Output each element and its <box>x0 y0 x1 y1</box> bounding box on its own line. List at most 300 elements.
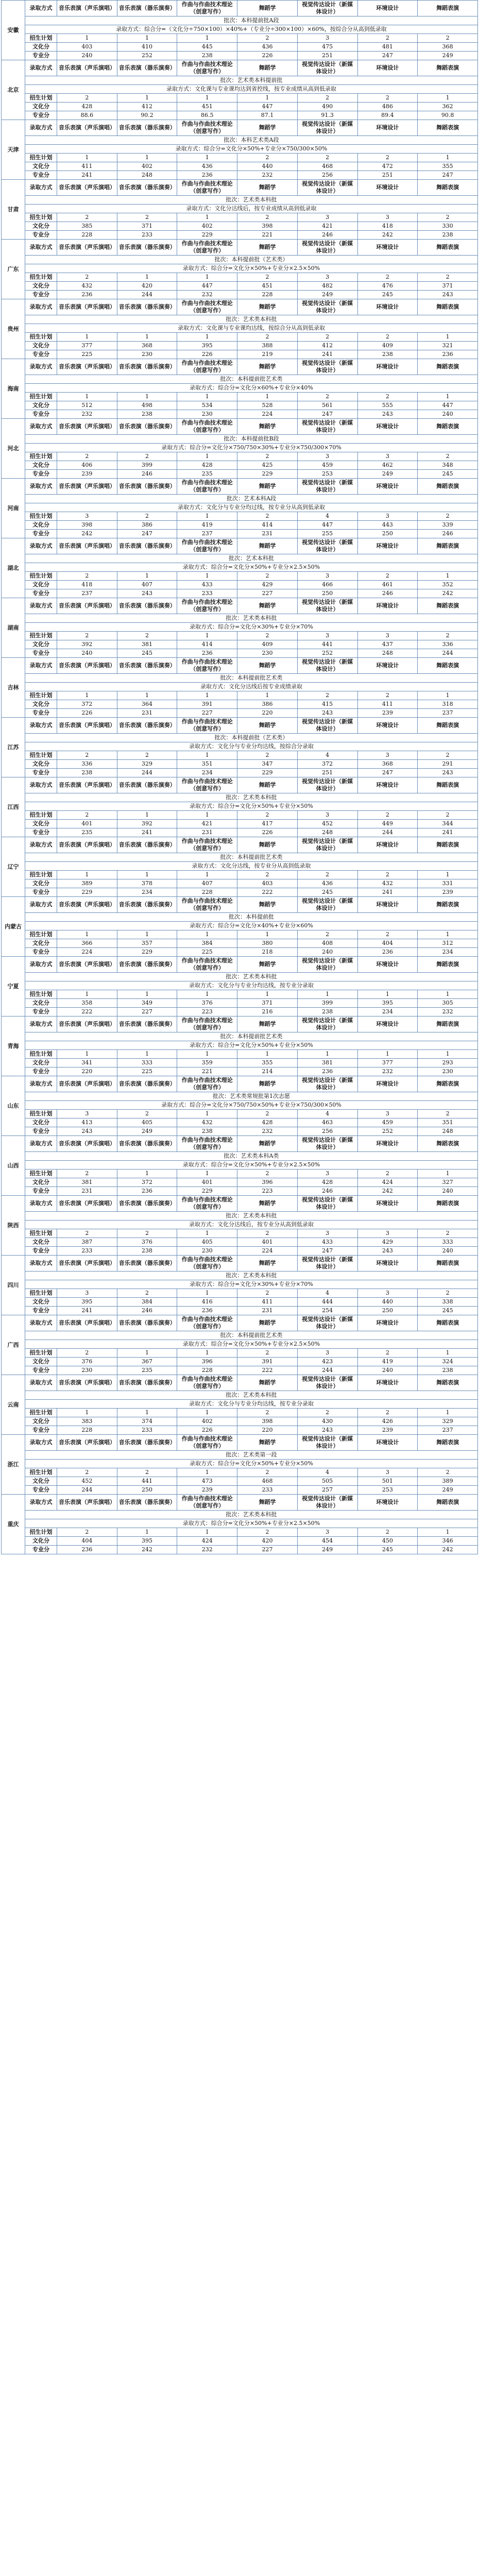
major-header: 音乐表演（器乐演奏） <box>117 1375 177 1391</box>
table-cell: 235 <box>117 1366 177 1375</box>
major-header: 舞蹈表演 <box>418 1076 478 1092</box>
table-cell: 231 <box>237 530 298 538</box>
data-row <box>2 888 478 897</box>
table-cell: 2 <box>418 452 478 461</box>
province-note: 批次：艺术类本科提前批 <box>25 76 478 85</box>
table-cell: 2 <box>418 1110 478 1118</box>
major-header: 音乐表演（器乐演奏） <box>117 419 177 435</box>
note-row <box>2 1340 478 1349</box>
table-cell: 2 <box>418 632 478 640</box>
note-row <box>2 205 478 213</box>
data-row <box>2 350 478 359</box>
province-header-row <box>2 60 478 76</box>
table-cell: 445 <box>177 43 237 52</box>
note-row <box>2 1152 478 1161</box>
major-header: 音乐表演（器乐演奏） <box>117 1136 177 1152</box>
data-row <box>2 1546 478 1554</box>
data-row <box>2 948 478 957</box>
major-header: 环境设计 <box>357 1016 418 1032</box>
table-cell: 237 <box>57 589 117 598</box>
table-cell: 2 <box>117 1289 177 1298</box>
row-label: 招生计划 <box>25 512 57 521</box>
major-header: 视觉传达设计（新媒体设计） <box>297 837 357 853</box>
table-cell: 2 <box>57 1229 117 1238</box>
province-name: 四川 <box>2 1256 25 1315</box>
row-label: 文化分 <box>25 1118 57 1127</box>
row-label: 专业分 <box>25 888 57 897</box>
table-cell: 90.8 <box>418 111 478 120</box>
table-cell: 359 <box>177 1059 237 1067</box>
note-row <box>2 563 478 572</box>
major-header: 舞蹈学 <box>237 240 298 256</box>
major-header: 舞蹈学 <box>237 479 298 495</box>
table-cell: 243 <box>357 1247 418 1256</box>
table-cell: 248 <box>418 1127 478 1136</box>
table-cell: 2 <box>357 94 418 103</box>
table-cell: 372 <box>57 700 117 709</box>
major-header: 音乐表演（器乐演奏） <box>117 1435 177 1451</box>
row-label: 文化分 <box>25 640 57 649</box>
table-cell: 1 <box>177 1409 237 1417</box>
major-header: 视觉传达设计（新媒体设计） <box>297 1016 357 1032</box>
row-label: 文化分 <box>25 401 57 410</box>
table-cell: 2 <box>57 811 117 820</box>
data-row <box>2 1247 478 1256</box>
table-cell: 490 <box>297 103 357 111</box>
province-note: 录取方式：综合分=文化分×30%+专业分×70% <box>25 623 478 632</box>
major-header: 舞蹈表演 <box>418 777 478 793</box>
table-cell: 1 <box>177 930 237 939</box>
table-cell: 3 <box>357 452 418 461</box>
table-cell: 417 <box>237 820 298 828</box>
table-cell: 384 <box>117 1298 177 1307</box>
table-cell: 1 <box>418 871 478 879</box>
table-cell: 2 <box>357 930 418 939</box>
major-header: 舞蹈学 <box>237 1375 298 1391</box>
table-cell: 396 <box>177 1358 237 1366</box>
table-cell: 252 <box>297 649 357 658</box>
data-row <box>2 700 478 709</box>
table-cell: 1 <box>117 811 177 820</box>
row-label: 专业分 <box>25 1546 57 1554</box>
row-label: 文化分 <box>25 820 57 828</box>
row-label: 专业分 <box>25 1486 57 1495</box>
table-cell: 245 <box>418 470 478 479</box>
note-row <box>2 136 478 145</box>
table-cell: 1 <box>117 1050 177 1059</box>
province-note: 录取方式：文化课与专业课均达线，按综合分从高到低录取 <box>25 324 478 333</box>
province-header-row <box>2 658 478 674</box>
table-cell: 1 <box>177 811 237 820</box>
table-cell: 241 <box>297 350 357 359</box>
major-header: 环境设计 <box>357 1076 418 1092</box>
table-cell: 433 <box>297 1238 357 1247</box>
province-note: 录取方式：文化分达线后，按专业分从高到低录取 <box>25 1221 478 1229</box>
table-cell: 404 <box>357 939 418 948</box>
table-cell: 2 <box>418 811 478 820</box>
table-cell: 392 <box>57 640 117 649</box>
table-cell: 1 <box>177 393 237 401</box>
note-row <box>2 25 478 34</box>
note-row <box>2 1511 478 1519</box>
major-header: 音乐表演（声乐演唱） <box>57 897 117 913</box>
province-note: 录取方式：综合分=（文化分÷750×100）×40%+（专业分÷300×100）×60%，按综合分从高到低录取 <box>25 25 478 34</box>
table-cell: 2 <box>57 1170 117 1178</box>
data-row <box>2 1298 478 1307</box>
table-cell: 252 <box>117 52 177 60</box>
table-cell: 235 <box>177 470 237 479</box>
major-header: 舞蹈学 <box>237 1435 298 1451</box>
major-header: 环境设计 <box>357 658 418 674</box>
table-cell: 2 <box>57 213 117 222</box>
table-cell: 225 <box>117 1067 177 1076</box>
method-label: 录取方式 <box>25 1375 57 1391</box>
table-cell: 462 <box>357 461 418 470</box>
province-note: 录取方式：综合分=文化分×50%+专业分×50% <box>25 802 478 811</box>
table-cell: 366 <box>57 939 117 948</box>
data-row <box>2 691 478 700</box>
note-row <box>2 85 478 94</box>
table-cell: 468 <box>237 1477 298 1486</box>
table-cell: 1 <box>177 512 237 521</box>
table-cell: 1 <box>357 990 418 999</box>
note-row <box>2 495 478 503</box>
table-cell: 401 <box>177 1178 237 1187</box>
table-cell: 243 <box>117 589 177 598</box>
note-row <box>2 1331 478 1340</box>
table-cell: 239 <box>357 1426 418 1435</box>
major-header: 舞蹈学 <box>237 658 298 674</box>
province-note: 录取方式：文化分达线后按专业成绩录取 <box>25 683 478 691</box>
table-cell: 372 <box>297 760 357 769</box>
major-header: 音乐表演（声乐演唱） <box>57 299 117 315</box>
table-cell: 355 <box>237 1059 298 1067</box>
note-row <box>2 674 478 683</box>
table-cell: 403 <box>237 879 298 888</box>
table-cell: 221 <box>237 231 298 240</box>
major-header: 环境设计 <box>357 777 418 793</box>
major-header: 音乐表演（声乐演唱） <box>57 1196 117 1212</box>
table-cell: 376 <box>177 999 237 1008</box>
province-note: 批次：艺术类本科批 <box>25 315 478 324</box>
table-cell: 336 <box>57 760 117 769</box>
major-header: 视觉传达设计（新媒体设计） <box>297 359 357 375</box>
major-header: 音乐表演（器乐演奏） <box>117 718 177 734</box>
table-cell: 459 <box>357 1118 418 1127</box>
table-cell: 452 <box>297 820 357 828</box>
major-header: 舞蹈表演 <box>418 359 478 375</box>
table-cell: 89.4 <box>357 111 418 120</box>
table-cell: 386 <box>117 521 177 530</box>
major-header: 视觉传达设计（新媒体设计） <box>297 1076 357 1092</box>
table-cell: 376 <box>57 1358 117 1366</box>
table-cell: 237 <box>177 530 237 538</box>
data-row <box>2 939 478 948</box>
table-cell: 3 <box>297 632 357 640</box>
major-header: 音乐表演（声乐演唱） <box>57 658 117 674</box>
table-cell: 1 <box>177 1528 237 1537</box>
table-cell: 2 <box>117 1468 177 1477</box>
method-label: 录取方式 <box>25 1196 57 1212</box>
table-cell: 243 <box>418 291 478 299</box>
table-cell: 229 <box>57 888 117 897</box>
table-cell: 1 <box>57 930 117 939</box>
major-header: 环境设计 <box>357 240 418 256</box>
note-row <box>2 742 478 751</box>
note-row <box>2 683 478 691</box>
province-name: 天津 <box>2 120 25 180</box>
table-cell: 234 <box>177 769 237 777</box>
table-cell: 430 <box>297 1417 357 1426</box>
table-cell: 1 <box>418 94 478 103</box>
note-row <box>2 981 478 990</box>
table-cell: 338 <box>418 1298 478 1307</box>
major-header: 舞蹈学 <box>237 1196 298 1212</box>
province-header-row <box>2 837 478 853</box>
major-header: 作曲与作曲技术理论（创意写作） <box>177 1375 237 1391</box>
table-cell: 230 <box>237 649 298 658</box>
province-name: 江苏 <box>2 718 25 777</box>
data-row <box>2 333 478 342</box>
province-name: 广东 <box>2 240 25 299</box>
major-header: 舞蹈表演 <box>418 598 478 614</box>
table-cell: 247 <box>297 410 357 419</box>
major-header: 视觉传达设计（新媒体设计） <box>297 1495 357 1511</box>
major-header: 音乐表演（声乐演唱） <box>57 1315 117 1331</box>
table-cell: 2 <box>297 1409 357 1417</box>
row-label: 专业分 <box>25 1307 57 1315</box>
table-cell: 1 <box>418 691 478 700</box>
note-row <box>2 1451 478 1460</box>
major-header: 作曲与作曲技术理论（创意写作） <box>177 479 237 495</box>
table-cell: 230 <box>57 1366 117 1375</box>
province-note: 录取方式：综合分=文化分×50%+专业分×50% <box>25 1460 478 1468</box>
table-cell: 329 <box>418 1417 478 1426</box>
table-cell: 231 <box>237 1307 298 1315</box>
table-cell: 1 <box>177 94 237 103</box>
note-row <box>2 256 478 264</box>
data-row <box>2 34 478 43</box>
major-header: 舞蹈学 <box>237 837 298 853</box>
table-cell: 364 <box>117 700 177 709</box>
table-cell: 2 <box>57 1349 117 1358</box>
table-cell: 2 <box>237 154 298 162</box>
table-cell: 415 <box>297 700 357 709</box>
table-cell: 388 <box>237 342 298 350</box>
data-row <box>2 461 478 470</box>
table-cell: 1 <box>177 154 237 162</box>
row-label: 招生计划 <box>25 811 57 820</box>
table-cell: 432 <box>177 1118 237 1127</box>
table-cell: 241 <box>117 828 177 837</box>
method-label: 录取方式 <box>25 419 57 435</box>
major-header: 音乐表演（声乐演唱） <box>57 60 117 76</box>
table-cell: 1 <box>237 691 298 700</box>
table-cell: 2 <box>237 1289 298 1298</box>
table-cell: 423 <box>297 1358 357 1366</box>
major-header: 舞蹈学 <box>237 1016 298 1032</box>
table-cell: 236 <box>57 1546 117 1554</box>
table-cell: 2 <box>297 333 357 342</box>
table-cell: 256 <box>297 1127 357 1136</box>
major-header: 环境设计 <box>357 957 418 973</box>
row-label: 招生计划 <box>25 990 57 999</box>
table-cell: 2 <box>297 154 357 162</box>
major-header: 音乐表演（器乐演奏） <box>117 598 177 614</box>
table-cell: 414 <box>237 521 298 530</box>
major-header: 视觉传达设计（新媒体设计） <box>297 1435 357 1451</box>
table-cell: 2 <box>237 1110 298 1118</box>
table-cell: 2 <box>297 930 357 939</box>
table-cell: 395 <box>57 1298 117 1307</box>
table-cell: 249 <box>418 52 478 60</box>
major-header: 环境设计 <box>357 479 418 495</box>
table-cell: 371 <box>237 999 298 1008</box>
table-cell: 2 <box>418 512 478 521</box>
table-cell: 2 <box>57 1528 117 1537</box>
major-header: 舞蹈表演 <box>418 538 478 554</box>
table-cell: 436 <box>177 162 237 171</box>
table-cell: 1 <box>418 1409 478 1417</box>
province-note: 批次：本科提前批艺术类 <box>25 1032 478 1041</box>
table-cell: 230 <box>117 350 177 359</box>
major-header: 舞蹈学 <box>237 1256 298 1272</box>
table-cell: 1 <box>117 273 177 282</box>
province-note: 录取方式：综合分=文化分×50%+专业分×750/300×50% <box>25 145 478 154</box>
table-cell: 242 <box>57 530 117 538</box>
province-note: 录取方式：综合分=文化分×50%+专业分×2.5×50% <box>25 1340 478 1349</box>
table-cell: 416 <box>177 1298 237 1307</box>
table-cell: 220 <box>237 1426 298 1435</box>
table-cell: 3 <box>57 1289 117 1298</box>
data-row <box>2 273 478 282</box>
data-row <box>2 521 478 530</box>
data-row <box>2 282 478 291</box>
table-cell: 245 <box>117 649 177 658</box>
table-cell: 391 <box>237 1358 298 1366</box>
major-header: 作曲与作曲技术理论（创意写作） <box>177 1495 237 1511</box>
province-header-row <box>2 1375 478 1391</box>
province-note: 批次：本科提前批 <box>25 913 478 922</box>
province-note: 批次：艺术类第一段 <box>25 1451 478 1460</box>
note-row <box>2 793 478 802</box>
table-cell: 327 <box>418 1178 478 1187</box>
note-row <box>2 853 478 862</box>
table-cell: 409 <box>357 342 418 350</box>
table-cell: 2 <box>357 333 418 342</box>
major-header: 作曲与作曲技术理论（创意写作） <box>177 897 237 913</box>
table-cell: 1 <box>177 751 237 760</box>
table-cell: 468 <box>297 162 357 171</box>
major-header: 舞蹈表演 <box>418 1495 478 1511</box>
table-cell: 1 <box>57 990 117 999</box>
table-cell: 251 <box>357 171 418 180</box>
table-cell: 312 <box>418 939 478 948</box>
table-cell: 452 <box>57 1477 117 1486</box>
major-header: 作曲与作曲技术理论（创意写作） <box>177 1256 237 1272</box>
province-note: 批次：本科提前批B段 <box>25 435 478 444</box>
method-label: 录取方式 <box>25 897 57 913</box>
table-cell: 432 <box>57 282 117 291</box>
table-cell: 3 <box>357 1110 418 1118</box>
major-header: 音乐表演（声乐演唱） <box>57 240 117 256</box>
province-note: 录取方式：综合分=文化分×50%+专业分×2.5×50% <box>25 1161 478 1170</box>
table-cell: 450 <box>357 1537 418 1546</box>
row-label: 文化分 <box>25 1238 57 1247</box>
data-row <box>2 213 478 222</box>
table-cell: 1 <box>57 34 117 43</box>
table-cell: 230 <box>177 1247 237 1256</box>
row-label: 文化分 <box>25 43 57 52</box>
method-label: 录取方式 <box>25 598 57 614</box>
data-row <box>2 162 478 171</box>
major-header: 音乐表演（声乐演唱） <box>57 1136 117 1152</box>
major-header: 环境设计 <box>357 1495 418 1511</box>
table-cell: 347 <box>237 760 298 769</box>
table-cell: 239 <box>418 888 478 897</box>
table-cell: 2 <box>117 1229 177 1238</box>
table-cell: 240 <box>57 52 117 60</box>
province-name: 内蒙古 <box>2 897 25 957</box>
major-header: 视觉传达设计（新媒体设计） <box>297 538 357 554</box>
major-header: 作曲与作曲技术理论（创意写作） <box>177 1 237 16</box>
table-cell: 1 <box>297 1050 357 1059</box>
table-cell: 246 <box>357 589 418 598</box>
note-row <box>2 973 478 981</box>
province-header-row <box>2 419 478 435</box>
province-name: 辽宁 <box>2 837 25 897</box>
province-note: 录取方式：文化分与专业分均达线，按专业分录取 <box>25 981 478 990</box>
table-cell: 221 <box>177 1067 237 1076</box>
province-name: 甘肃 <box>2 180 25 240</box>
table-cell: 236 <box>357 948 418 957</box>
table-cell: 2 <box>297 94 357 103</box>
table-cell: 2 <box>57 273 117 282</box>
table-cell: 238 <box>57 769 117 777</box>
table-cell: 418 <box>357 222 418 231</box>
table-cell: 3 <box>297 1349 357 1358</box>
province-note: 录取方式：综合分=文化分×750/750×50%+专业分×750/300×50% <box>25 1101 478 1110</box>
major-header: 舞蹈表演 <box>418 718 478 734</box>
table-cell: 230 <box>177 410 237 419</box>
major-header: 音乐表演（声乐演唱） <box>57 1016 117 1032</box>
major-header: 舞蹈表演 <box>418 120 478 136</box>
table-cell: 243 <box>297 709 357 718</box>
row-label: 招生计划 <box>25 34 57 43</box>
table-cell: 352 <box>418 581 478 589</box>
table-cell: 428 <box>297 1178 357 1187</box>
province-name: 安徽 <box>2 1 25 60</box>
province-note: 录取方式：综合分=文化分×750/750×30%+专业分×750/300×70% <box>25 444 478 452</box>
data-row <box>2 1366 478 1375</box>
data-row <box>2 1178 478 1187</box>
table-cell: 447 <box>418 401 478 410</box>
table-cell: 2 <box>357 1409 418 1417</box>
major-header: 音乐表演（器乐演奏） <box>117 180 177 196</box>
major-header: 视觉传达设计（新媒体设计） <box>297 1375 357 1391</box>
table-cell: 240 <box>418 1247 478 1256</box>
table-cell: 331 <box>418 879 478 888</box>
note-row <box>2 1280 478 1289</box>
table-cell: 238 <box>357 350 418 359</box>
data-row <box>2 1477 478 1486</box>
table-cell: 2 <box>418 213 478 222</box>
note-row <box>2 1400 478 1409</box>
table-cell: 3 <box>357 1468 418 1477</box>
row-label: 专业分 <box>25 52 57 60</box>
major-header: 舞蹈表演 <box>418 1196 478 1212</box>
table-cell: 1 <box>177 990 237 999</box>
